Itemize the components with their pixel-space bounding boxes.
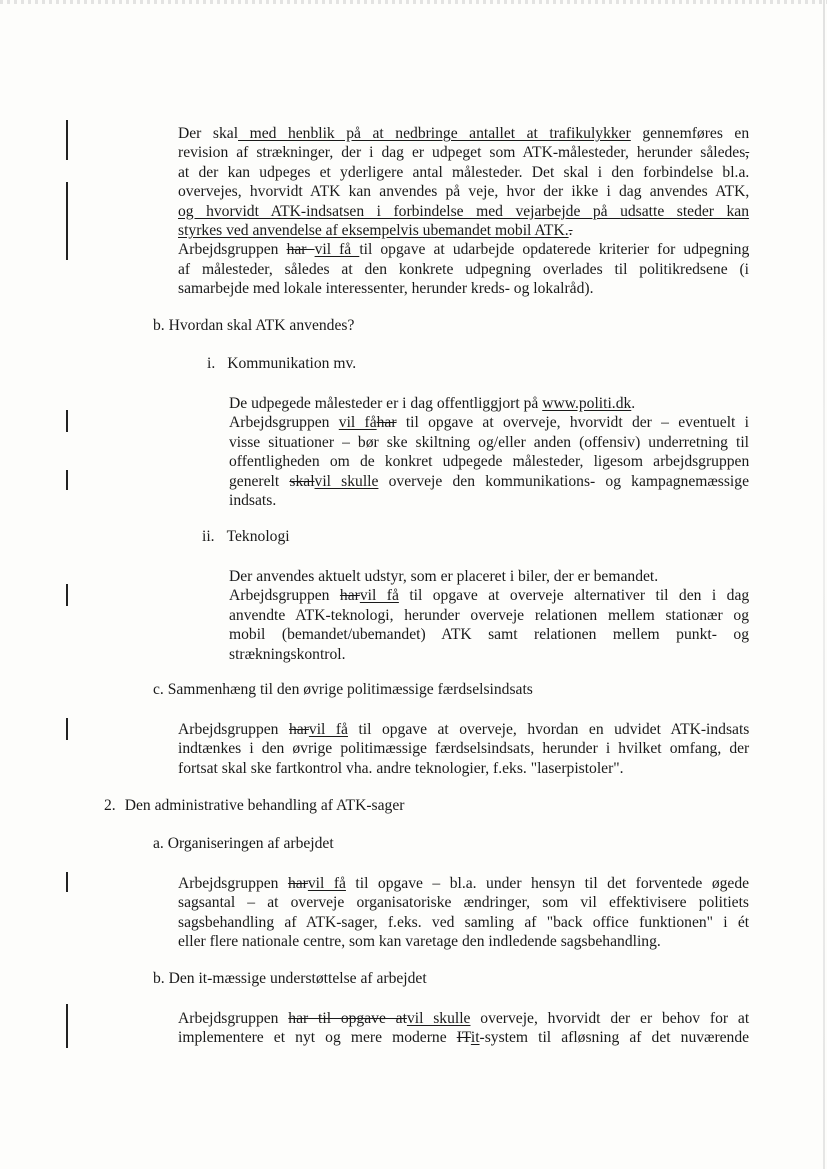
- paragraph-it-support: [178, 1009, 749, 1048]
- text-line: [178, 221, 749, 240]
- deleted-text: har: [339, 587, 360, 605]
- heading-2b-it-support: b. Den it-mæssige understøttelse af arbejdet: [153, 970, 427, 987]
- text-line: visse situationer – bør ske skiltning og/eller anden (offensiv) underretning til: [229, 433, 749, 451]
- inserted-text: vil få: [314, 241, 360, 259]
- change-bar: [66, 584, 68, 606]
- scan-edge-right: [823, 0, 825, 1169]
- text-line: Der anvendes aktuelt udstyr, som er placeret i biler, der er bemandet.: [229, 568, 659, 585]
- change-bar: [66, 1004, 68, 1048]
- heading-ii-technology: ii. Teknologi: [202, 528, 290, 545]
- text-line: offentligheden om de konkret udpegede målesteder, ligesom arbejdsgruppen: [229, 453, 750, 471]
- paragraph-communication: [229, 394, 749, 510]
- heading-2a-organisation: a. Organiseringen af arbejdet: [153, 835, 334, 852]
- text-line: revision af strækninger, der i dag er udpeget som ATK-målesteder, herunder således,: [178, 144, 750, 162]
- change-bar: [66, 470, 68, 490]
- deleted-text: har: [376, 414, 397, 432]
- heading-2-administrative: 2. Den administrative behandling af ATK-sager: [104, 797, 405, 814]
- paragraph-technology: [229, 567, 749, 664]
- inserted-text: vil få: [359, 587, 399, 605]
- text-line: Arbejdsgruppen vil fåhar til opgave at overveje, hvorvidt der – eventuelt i: [229, 414, 749, 432]
- deleted-text: har til opgave at: [288, 1010, 407, 1027]
- text-line: at der kan udpeges et yderligere antal målesteder. Det skal i den forbindelse bl.a.: [178, 163, 750, 181]
- text-line: af målesteder, således at den konkrete udpegning overlades til politikredsene (i: [178, 260, 749, 278]
- text-line: sagsantal – at overveje organisatoriske ændringer, som vil effektivisere politiets: [178, 894, 749, 912]
- text-line: indsats.: [229, 491, 277, 509]
- text-line: Arbejdsgruppen harvil få til opgave at overveje, hvordan en udvidet ATK-indsats: [178, 721, 750, 738]
- text-line: strækningskontrol.: [229, 645, 346, 663]
- text-line: [178, 202, 749, 221]
- deleted-text: IT: [456, 1029, 471, 1047]
- paragraph-revision: [178, 124, 749, 299]
- text-line: mobil (bemandet/ubemandet) ATK samt relationen mellem punkt- og: [229, 626, 749, 644]
- text-line: anvendte ATK-teknologi, herunder overveje relationen mellem stationær og: [229, 606, 749, 624]
- text-line: Der skal med henblik på at nedbringe antallet at trafikulykker gennemføres en: [178, 125, 750, 142]
- text-line: Arbejdsgruppen harvil få til opgave at overveje alternativer til den i dag: [229, 587, 750, 605]
- text-line: eller flere nationale centre, som kan varetage den indledende sagsbehandling.: [178, 933, 661, 951]
- text-line: Arbejdsgruppen har til opgave atvil skulle overveje, hvorvidt der er behov for at: [178, 1010, 750, 1027]
- text-line: implementere et nyt og mere moderne ITit-system til afløsning af det nuværende: [178, 1029, 750, 1047]
- text-line: Arbejdsgruppen harvil få til opgave – bl.a. under hensyn til det forventede øgede: [178, 875, 750, 892]
- list-number: ii.: [202, 528, 215, 545]
- text-line: overvejes, hvorvidt ATK kan anvendes på veje, hvor der ikke i dag anvendes ATK,: [178, 183, 750, 201]
- text-line: sagsbehandling af ATK-sager, f.eks. ved samling af "back office funktionen" i ét: [178, 913, 750, 931]
- deleted-text: .: [568, 221, 573, 239]
- inserted-text: vil få: [338, 414, 377, 432]
- inserted-text: og hvorvidt ATK-indsatsen i forbindelse med vejarbejde på udsatte steder kan: [178, 202, 750, 220]
- deleted-text: har: [286, 241, 315, 259]
- text-line: samarbejde med lokale interessenter, herunder kreds- og lokalråd).: [178, 280, 594, 298]
- deleted-text: ,: [745, 144, 750, 162]
- text-line: De udpegede målesteder er i dag offentliggjort på www.politi.dk.: [229, 395, 636, 412]
- text-line: generelt skalvil skulle overveje den kommunikations- og kampagnemæssige: [229, 472, 749, 490]
- deleted-text: har: [287, 875, 308, 892]
- inserted-text: vil skulle: [406, 1010, 471, 1027]
- change-bar: [66, 182, 68, 260]
- inserted-text: vil få: [308, 721, 348, 738]
- change-bar: [66, 872, 68, 892]
- deleted-text: har: [288, 721, 309, 738]
- text-line: Arbejdsgruppen har vil få til opgave at udarbejde opdaterede kriterier for udpegning: [178, 241, 750, 259]
- link-politi[interactable]: www.politi.dk: [542, 395, 632, 412]
- change-bar: [66, 410, 68, 432]
- paragraph-coherence: [178, 720, 749, 778]
- heading-i-communication: i. Kommunikation mv.: [207, 355, 357, 372]
- text-line: indtænkes i den øvrige politimæssige færdselsindsats, herunder i hvilket omfang, der: [178, 740, 750, 758]
- scan-edge-top: [0, 0, 827, 4]
- change-bar: [66, 718, 68, 740]
- heading-b-usage: b. Hvordan skal ATK anvendes?: [153, 317, 355, 334]
- inserted-text: styrkes ved anvendelse af eksempelvis ubemandet mobil ATK.: [178, 221, 569, 239]
- change-bar: [66, 120, 68, 160]
- list-number: i.: [207, 355, 216, 372]
- inserted-text: vil få: [307, 875, 346, 892]
- inserted-text: vil skulle: [314, 472, 379, 490]
- inserted-text: med henblik på at nedbringe antallet at trafikulykker: [238, 125, 631, 142]
- list-number: 2.: [104, 797, 116, 814]
- inserted-text: it: [470, 1029, 480, 1047]
- paragraph-organisation: [178, 874, 749, 952]
- text-line: fortsat skal ske fartkontrol vha. andre teknologier, f.eks. "laserpistoler".: [178, 759, 624, 777]
- deleted-text: skal: [289, 472, 315, 490]
- heading-c-coherence: c. Sammenhæng til den øvrige politimæssige færdselsindsats: [153, 681, 533, 698]
